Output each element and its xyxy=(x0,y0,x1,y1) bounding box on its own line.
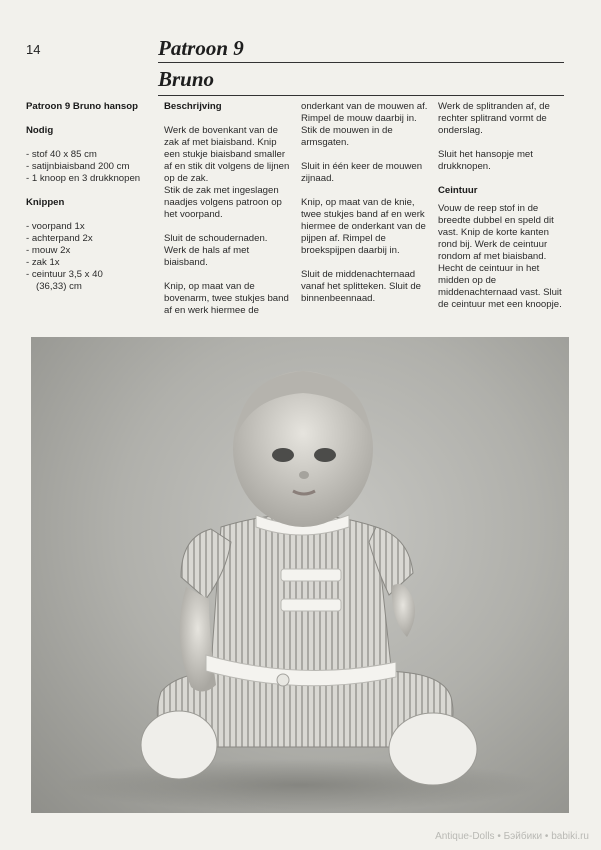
paragraph: Sluit in één keer de mouwen zijnaad. xyxy=(301,161,423,184)
paragraph: Sluit de middenachternaad vanaf het splitteken. Sluit de binnenbeennaad. xyxy=(301,269,421,304)
pattern-heading: Patroon 9 Bruno hansop xyxy=(26,101,138,112)
list-item: - 1 knoop en 3 drukknopen xyxy=(26,173,141,184)
paragraph: Stik de zak met ingeslagen naadjes volgens patroon op het voorpand. xyxy=(164,185,282,220)
paragraph: Knip, op maat van de knie, twee stukjes band af en werk hiermee de onderkant van de pijpen af. Rimpel de broekspijpen daarbij in. xyxy=(301,197,426,256)
paragraph: Stik de mouwen in de armsgaten. xyxy=(301,125,393,148)
list-item: - satijnbiaisband 200 cm xyxy=(26,161,130,172)
column-description xyxy=(164,101,292,317)
ceintuur-heading: Ceintuur xyxy=(438,185,478,196)
paragraph: Rimpel de mouw daarbij in. xyxy=(301,113,417,124)
list-item: - ceintuur 3,5 x 40 xyxy=(26,269,103,280)
watermark-text: Antique-Dolls • Бэйбики • babiki.ru xyxy=(435,831,589,842)
paragraph: Werk de splitranden af, de rechter splitrand vormt de onderslag. xyxy=(438,101,550,136)
pattern-title: Patroon 9 xyxy=(158,36,244,60)
list-item: - zak 1x xyxy=(26,257,60,268)
paragraph: onderkant van de mouwen af. xyxy=(301,101,428,112)
list-item: - achterpand 2x xyxy=(26,233,93,244)
nodig-heading: Nodig xyxy=(26,125,54,136)
list-item: (36,33) cm xyxy=(36,281,82,292)
page-number: 14 xyxy=(26,42,41,57)
pattern-name: Bruno xyxy=(158,67,215,91)
knippen-list xyxy=(26,221,146,293)
list-item: - stof 40 x 85 cm xyxy=(26,149,97,160)
title-rule-bottom xyxy=(158,95,564,96)
paragraph: Knip, op maat van de bovenarm, twee stukjes band af en werk hiermee de xyxy=(164,281,289,316)
title-rule xyxy=(158,62,564,63)
column-description-cont xyxy=(301,101,429,317)
list-item: - mouw 2x xyxy=(26,245,71,256)
column-materials xyxy=(26,101,146,305)
paragraph: Sluit het hansopje met drukknopen. xyxy=(438,149,533,172)
column-finishing xyxy=(438,101,566,323)
knippen-heading: Knippen xyxy=(26,197,65,208)
beschrijving-heading: Beschrijving xyxy=(164,101,222,112)
doll-illustration xyxy=(31,337,569,813)
title-block xyxy=(158,36,578,96)
paragraph: Werk de bovenkant van de zak af met biaisband. Knip een stukje biaisband smaller af en stik dit volgens de lijnen op de zak. xyxy=(164,125,290,184)
paragraph: Vouw de reep stof in de breedte dubbel en speld dit vast. Knip de korte kanten rond bij. Werk de ceintuur rondom af met biaisband. Hecht de ceintuur in het midden op de middenachternaad vast. Sluit de ceintuur met een knoopje. xyxy=(438,203,562,310)
paragraph: Sluit de schoudernaden. Werk de hals af met biaisband. xyxy=(164,233,268,268)
nodig-list xyxy=(26,149,146,185)
doll-photo xyxy=(31,337,569,813)
list-item: - voorpand 1x xyxy=(26,221,85,232)
